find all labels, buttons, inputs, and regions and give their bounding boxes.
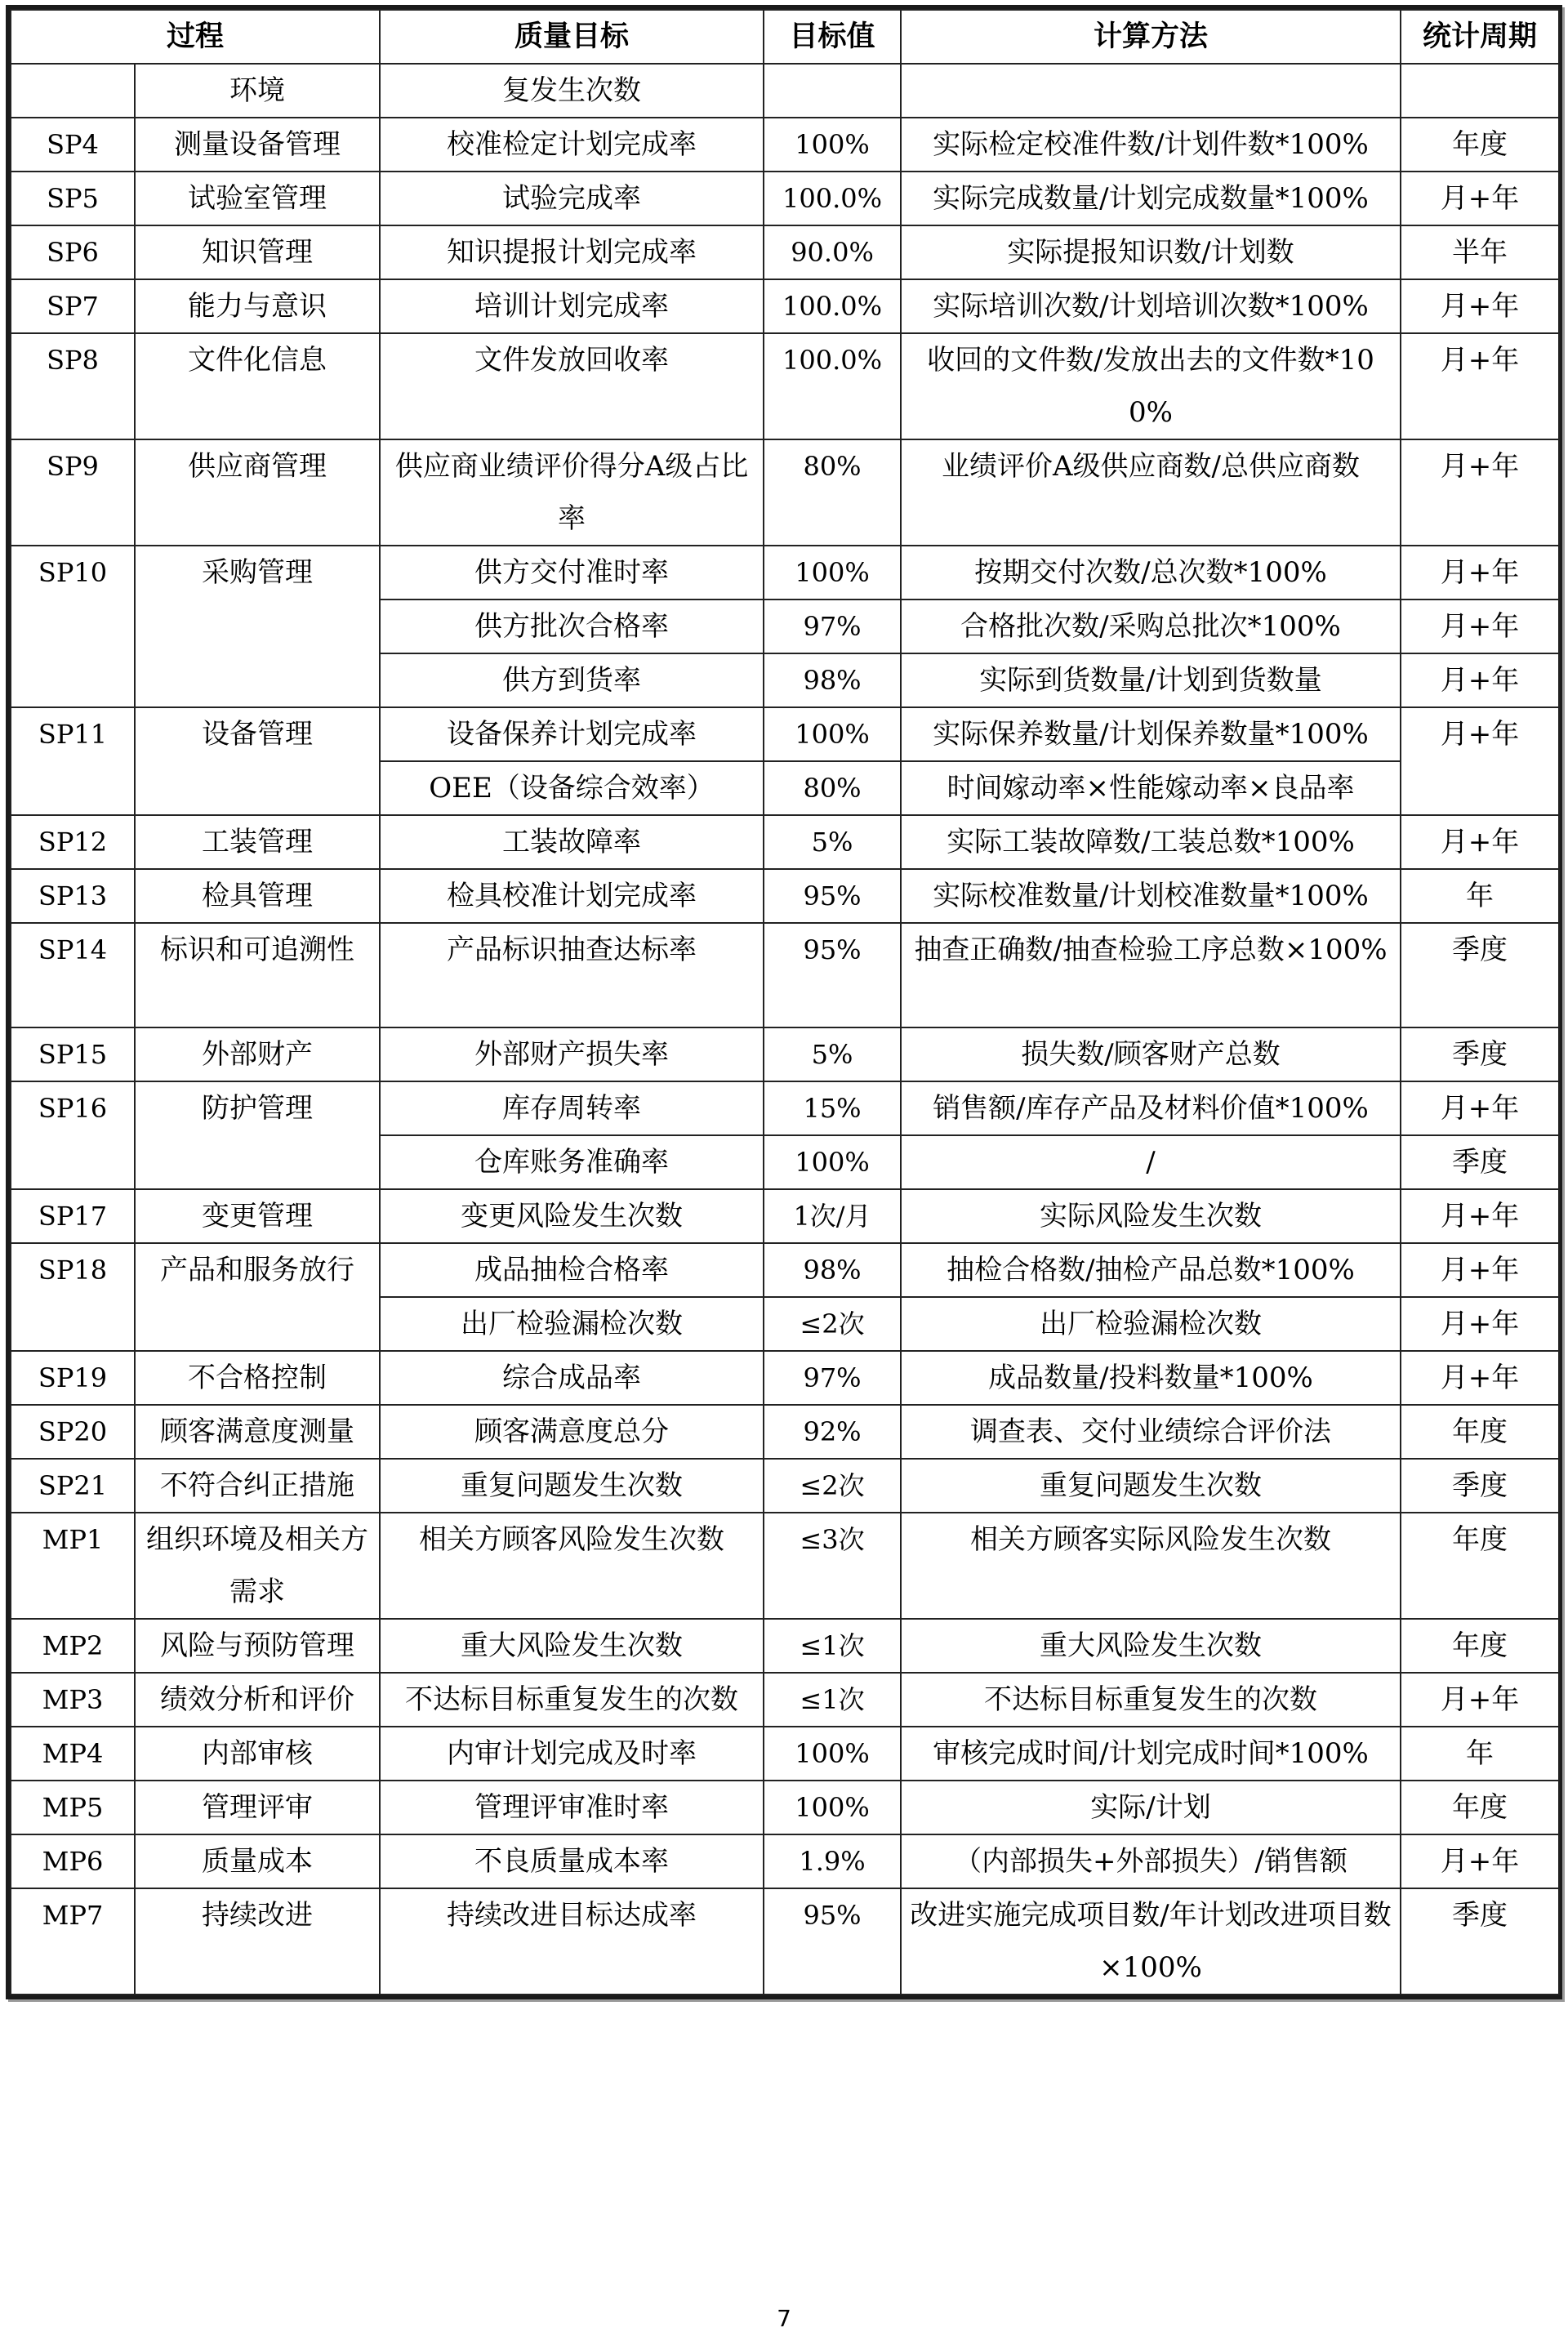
cell-calculation-method: 调查表、交付业绩综合评价法 — [901, 1405, 1401, 1459]
cell-quality-objective: 供方批次合格率 — [380, 600, 764, 653]
table-row — [11, 546, 1559, 600]
cell-calculation-method: 按期交付次数/总次数*100% — [901, 546, 1401, 600]
cell-calculation-method: 实际培训次数/计划培训次数*100% — [901, 279, 1401, 333]
cell-process-id: SP15 — [11, 1027, 135, 1081]
cell-quality-objective: 内审计划完成及时率 — [380, 1727, 764, 1781]
cell-calculation-method: 实际提报知识数/计划数 — [901, 225, 1401, 279]
cell-target-value — [764, 64, 901, 118]
cell-statistical-period: 月+年 — [1401, 279, 1559, 333]
cell-quality-objective: 设备保养计划完成率 — [380, 707, 764, 761]
cell-calculation-method: 实际校准数量/计划校准数量*100% — [901, 869, 1401, 923]
cell-target-value: 98% — [764, 653, 901, 707]
cell-calculation-method: 改进实施完成项目数/年计划改进项目数×100% — [901, 1888, 1401, 1995]
cell-statistical-period: 月+年 — [1401, 600, 1559, 653]
cell-calculation-method: 时间嫁动率×性能嫁动率×良品率 — [901, 761, 1401, 815]
cell-calculation-method — [901, 64, 1401, 118]
cell-process-name: 顾客满意度测量 — [135, 1405, 380, 1459]
cell-process-name: 能力与意识 — [135, 279, 380, 333]
cell-quality-objective: 产品标识抽查达标率 — [380, 923, 764, 1027]
cell-process-id: SP11 — [11, 707, 135, 815]
cell-quality-objective: 重复问题发生次数 — [380, 1459, 764, 1513]
cell-statistical-period: 年度 — [1401, 1619, 1559, 1673]
cell-process-name: 不符合纠正措施 — [135, 1459, 380, 1513]
cell-quality-objective: 相关方顾客风险发生次数 — [380, 1513, 764, 1619]
cell-process-name: 检具管理 — [135, 869, 380, 923]
cell-process-name: 组织环境及相关方需求 — [135, 1513, 380, 1619]
cell-quality-objective: 不达标目标重复发生的次数 — [380, 1673, 764, 1727]
cell-process-id — [11, 64, 135, 118]
cell-statistical-period: 年 — [1401, 1727, 1559, 1781]
table-row — [11, 1351, 1559, 1405]
cell-process-id: MP7 — [11, 1888, 135, 1995]
cell-calculation-method: 业绩评价A级供应商数/总供应商数 — [901, 439, 1401, 546]
table-row — [11, 707, 1559, 761]
cell-statistical-period: 季度 — [1401, 923, 1559, 1027]
cell-target-value: 92% — [764, 1405, 901, 1459]
cell-target-value: 100.0% — [764, 172, 901, 225]
cell-process-id: MP6 — [11, 1834, 135, 1888]
cell-calculation-method: 实际/计划 — [901, 1781, 1401, 1834]
cell-statistical-period: 月+年 — [1401, 1351, 1559, 1405]
table-row — [11, 1513, 1559, 1619]
cell-statistical-period: 季度 — [1401, 1888, 1559, 1995]
table-row — [11, 172, 1559, 225]
cell-statistical-period: 月+年 — [1401, 333, 1559, 439]
cell-process-id: MP4 — [11, 1727, 135, 1781]
cell-statistical-period: 年度 — [1401, 118, 1559, 172]
cell-calculation-method: 实际到货数量/计划到货数量 — [901, 653, 1401, 707]
cell-quality-objective: 供方交付准时率 — [380, 546, 764, 600]
cell-target-value: 95% — [764, 869, 901, 923]
cell-quality-objective: 出厂检验漏检次数 — [380, 1297, 764, 1351]
cell-process-id: SP5 — [11, 172, 135, 225]
table-row — [11, 1834, 1559, 1888]
cell-process-id: SP6 — [11, 225, 135, 279]
cell-process-id: SP14 — [11, 923, 135, 1027]
cell-process-name: 防护管理 — [135, 1081, 380, 1189]
cell-statistical-period: 月+年 — [1401, 707, 1559, 815]
quality-objectives-table — [6, 5, 1562, 1999]
cell-calculation-method: 实际保养数量/计划保养数量*100% — [901, 707, 1401, 761]
table-row — [11, 1189, 1559, 1243]
cell-process-name: 知识管理 — [135, 225, 380, 279]
cell-calculation-method: 相关方顾客实际风险发生次数 — [901, 1513, 1401, 1619]
cell-statistical-period: 季度 — [1401, 1027, 1559, 1081]
cell-target-value: 80% — [764, 761, 901, 815]
cell-target-value: ≤2次 — [764, 1459, 901, 1513]
cell-statistical-period: 月+年 — [1401, 172, 1559, 225]
cell-process-name: 采购管理 — [135, 546, 380, 707]
cell-process-id: SP7 — [11, 279, 135, 333]
cell-calculation-method: 出厂检验漏检次数 — [901, 1297, 1401, 1351]
cell-statistical-period: 月+年 — [1401, 1081, 1559, 1135]
cell-statistical-period: 季度 — [1401, 1135, 1559, 1189]
cell-process-name: 内部审核 — [135, 1727, 380, 1781]
cell-statistical-period — [1401, 64, 1559, 118]
cell-process-id: SP20 — [11, 1405, 135, 1459]
cell-quality-objective: 管理评审准时率 — [380, 1781, 764, 1834]
cell-target-value: ≤1次 — [764, 1673, 901, 1727]
cell-quality-objective: 不良质量成本率 — [380, 1834, 764, 1888]
cell-target-value: ≤3次 — [764, 1513, 901, 1619]
cell-target-value: 100.0% — [764, 279, 901, 333]
cell-quality-objective: 变更风险发生次数 — [380, 1189, 764, 1243]
cell-target-value: 100% — [764, 707, 901, 761]
cell-calculation-method: 成品数量/投料数量*100% — [901, 1351, 1401, 1405]
cell-quality-objective: 文件发放回收率 — [380, 333, 764, 439]
cell-process-name: 变更管理 — [135, 1189, 380, 1243]
table-row — [11, 1459, 1559, 1513]
cell-process-id: MP3 — [11, 1673, 135, 1727]
cell-quality-objective: 成品抽检合格率 — [380, 1243, 764, 1297]
cell-calculation-method: 实际工装故障数/工装总数*100% — [901, 815, 1401, 869]
cell-target-value: 100% — [764, 118, 901, 172]
cell-target-value: 100% — [764, 1727, 901, 1781]
cell-process-name: 持续改进 — [135, 1888, 380, 1995]
cell-statistical-period: 月+年 — [1401, 1673, 1559, 1727]
cell-target-value: 98% — [764, 1243, 901, 1297]
cell-quality-objective: 检具校准计划完成率 — [380, 869, 764, 923]
cell-process-name: 不合格控制 — [135, 1351, 380, 1405]
table-row — [11, 118, 1559, 172]
cell-statistical-period: 半年 — [1401, 225, 1559, 279]
table-row — [11, 1405, 1559, 1459]
table-row — [11, 64, 1559, 118]
cell-target-value: 100% — [764, 1135, 901, 1189]
table-row — [11, 225, 1559, 279]
header-target-value: 目标值 — [764, 10, 901, 64]
cell-statistical-period: 年度 — [1401, 1405, 1559, 1459]
cell-process-name: 管理评审 — [135, 1781, 380, 1834]
cell-process-name: 绩效分析和评价 — [135, 1673, 380, 1727]
cell-process-name: 文件化信息 — [135, 333, 380, 439]
cell-statistical-period: 年度 — [1401, 1513, 1559, 1619]
table-row — [11, 333, 1559, 439]
cell-quality-objective: 供应商业绩评价得分A级占比率 — [380, 439, 764, 546]
cell-target-value: 95% — [764, 923, 901, 1027]
cell-process-name: 质量成本 — [135, 1834, 380, 1888]
table-row — [11, 869, 1559, 923]
cell-process-id: SP17 — [11, 1189, 135, 1243]
cell-calculation-method: 抽查正确数/抽查检验工序总数×100% — [901, 923, 1401, 1027]
cell-quality-objective: 试验完成率 — [380, 172, 764, 225]
table-row — [11, 923, 1559, 1027]
cell-calculation-method: 抽检合格数/抽检产品总数*100% — [901, 1243, 1401, 1297]
cell-calculation-method: 重大风险发生次数 — [901, 1619, 1401, 1673]
cell-process-id: SP21 — [11, 1459, 135, 1513]
cell-calculation-method: 销售额/库存产品及材料价值*100% — [901, 1081, 1401, 1135]
header-statistical-period: 统计周期 — [1401, 10, 1559, 64]
cell-quality-objective: OEE（设备综合效率） — [380, 761, 764, 815]
cell-process-name: 设备管理 — [135, 707, 380, 815]
cell-calculation-method: 收回的文件数/发放出去的文件数*100% — [901, 333, 1401, 439]
cell-target-value: 100% — [764, 546, 901, 600]
table-row — [11, 1081, 1559, 1135]
cell-process-id: SP16 — [11, 1081, 135, 1189]
cell-target-value: 80% — [764, 439, 901, 546]
cell-calculation-method: 实际完成数量/计划完成数量*100% — [901, 172, 1401, 225]
cell-process-id: SP4 — [11, 118, 135, 172]
table-row — [11, 279, 1559, 333]
cell-target-value: 97% — [764, 600, 901, 653]
cell-calculation-method: 实际风险发生次数 — [901, 1189, 1401, 1243]
cell-target-value: 15% — [764, 1081, 901, 1135]
cell-quality-objective: 供方到货率 — [380, 653, 764, 707]
cell-statistical-period: 月+年 — [1401, 815, 1559, 869]
table-row — [11, 1027, 1559, 1081]
cell-statistical-period: 年度 — [1401, 1781, 1559, 1834]
table-header-row — [11, 10, 1559, 64]
cell-process-name: 风险与预防管理 — [135, 1619, 380, 1673]
cell-process-id: SP18 — [11, 1243, 135, 1351]
cell-quality-objective: 工装故障率 — [380, 815, 764, 869]
table-row — [11, 1727, 1559, 1781]
cell-calculation-method: 不达标目标重复发生的次数 — [901, 1673, 1401, 1727]
table-row — [11, 439, 1559, 546]
cell-calculation-method: 审核完成时间/计划完成时间*100% — [901, 1727, 1401, 1781]
cell-process-name: 试验室管理 — [135, 172, 380, 225]
cell-process-id: SP10 — [11, 546, 135, 707]
cell-statistical-period: 年 — [1401, 869, 1559, 923]
cell-target-value: 5% — [764, 1027, 901, 1081]
table-row — [11, 815, 1559, 869]
cell-target-value: 1.9% — [764, 1834, 901, 1888]
cell-target-value: 100.0% — [764, 333, 901, 439]
cell-calculation-method: 损失数/顾客财产总数 — [901, 1027, 1401, 1081]
table-row — [11, 1888, 1559, 1995]
cell-target-value: 90.0% — [764, 225, 901, 279]
cell-process-id: SP9 — [11, 439, 135, 546]
cell-statistical-period: 月+年 — [1401, 439, 1559, 546]
cell-process-name: 标识和可追溯性 — [135, 923, 380, 1027]
table-row — [11, 1619, 1559, 1673]
header-calculation-method: 计算方法 — [901, 10, 1401, 64]
cell-target-value: 100% — [764, 1781, 901, 1834]
cell-calculation-method: 实际检定校准件数/计划件数*100% — [901, 118, 1401, 172]
cell-process-id: SP8 — [11, 333, 135, 439]
cell-calculation-method: 合格批次数/采购总批次*100% — [901, 600, 1401, 653]
cell-target-value: 95% — [764, 1888, 901, 1995]
cell-quality-objective: 综合成品率 — [380, 1351, 764, 1405]
cell-statistical-period: 月+年 — [1401, 1243, 1559, 1297]
cell-statistical-period: 月+年 — [1401, 1834, 1559, 1888]
cell-process-name: 测量设备管理 — [135, 118, 380, 172]
cell-process-id: MP2 — [11, 1619, 135, 1673]
cell-target-value: 1次/月 — [764, 1189, 901, 1243]
cell-calculation-method: （内部损失+外部损失）/销售额 — [901, 1834, 1401, 1888]
table-row — [11, 1673, 1559, 1727]
cell-statistical-period: 月+年 — [1401, 653, 1559, 707]
cell-process-id: MP1 — [11, 1513, 135, 1619]
cell-process-id: SP19 — [11, 1351, 135, 1405]
header-quality-objective: 质量目标 — [380, 10, 764, 64]
cell-quality-objective: 重大风险发生次数 — [380, 1619, 764, 1673]
cell-statistical-period: 月+年 — [1401, 1189, 1559, 1243]
cell-quality-objective: 仓库账务准确率 — [380, 1135, 764, 1189]
cell-quality-objective: 外部财产损失率 — [380, 1027, 764, 1081]
cell-process-id: SP12 — [11, 815, 135, 869]
cell-statistical-period: 月+年 — [1401, 1297, 1559, 1351]
cell-process-name: 工装管理 — [135, 815, 380, 869]
cell-quality-objective: 顾客满意度总分 — [380, 1405, 764, 1459]
page-number: 7 — [777, 2305, 791, 2332]
cell-target-value: 5% — [764, 815, 901, 869]
cell-quality-objective: 库存周转率 — [380, 1081, 764, 1135]
cell-quality-objective: 持续改进目标达成率 — [380, 1888, 764, 1995]
cell-quality-objective: 校准检定计划完成率 — [380, 118, 764, 172]
cell-target-value: ≤1次 — [764, 1619, 901, 1673]
cell-process-id: MP5 — [11, 1781, 135, 1834]
cell-statistical-period: 季度 — [1401, 1459, 1559, 1513]
table-row — [11, 1781, 1559, 1834]
header-process: 过程 — [11, 10, 380, 64]
cell-quality-objective: 复发生次数 — [380, 64, 764, 118]
cell-process-id: SP13 — [11, 869, 135, 923]
cell-quality-objective: 培训计划完成率 — [380, 279, 764, 333]
table-row — [11, 1243, 1559, 1297]
cell-process-name: 外部财产 — [135, 1027, 380, 1081]
cell-target-value: ≤2次 — [764, 1297, 901, 1351]
cell-statistical-period: 月+年 — [1401, 546, 1559, 600]
cell-process-name: 产品和服务放行 — [135, 1243, 380, 1351]
cell-process-name: 供应商管理 — [135, 439, 380, 546]
cell-quality-objective: 知识提报计划完成率 — [380, 225, 764, 279]
cell-process-name: 环境 — [135, 64, 380, 118]
cell-calculation-method: 重复问题发生次数 — [901, 1459, 1401, 1513]
cell-target-value: 97% — [764, 1351, 901, 1405]
cell-calculation-method: / — [901, 1135, 1401, 1189]
